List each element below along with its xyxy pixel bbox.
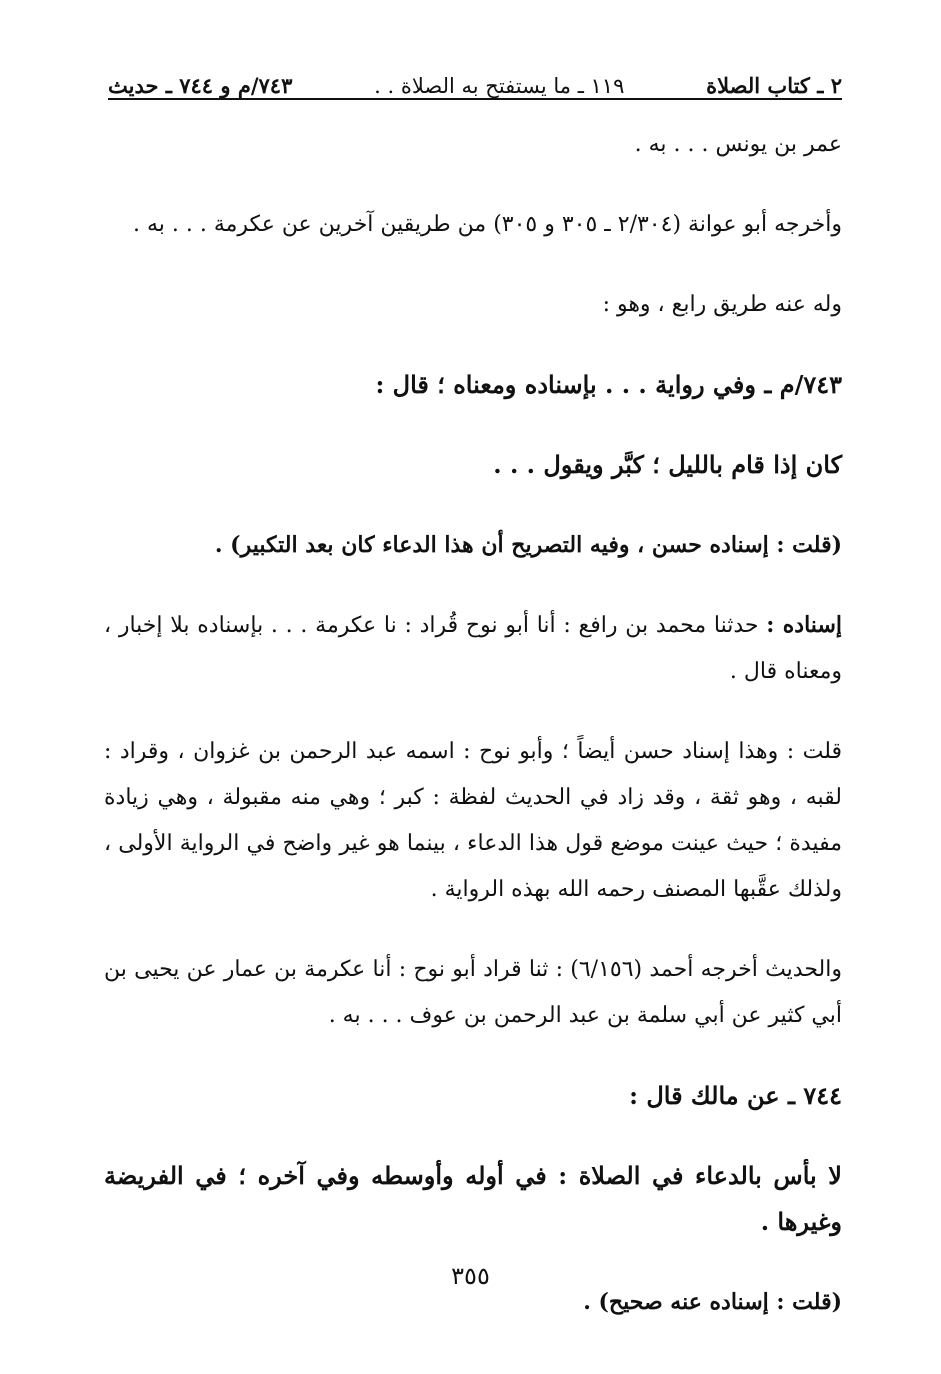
hadith-743m-text: كان إذا قام بالليل ؛ كبَّر ويقول . . . bbox=[493, 450, 842, 479]
header-section: ١١٩ ـ ما يستفتح به الصلاة . . bbox=[374, 74, 625, 98]
page-number: ٣٥٥ bbox=[451, 1262, 490, 1290]
running-header bbox=[108, 56, 842, 100]
paragraph-2: وأخرجه أبو عوانة (٢/٣٠٤ ـ ٣٠٥ و ٣٠٥) من طريقين آخرين عن عكرمة . . . به . bbox=[132, 212, 842, 237]
paragraph-3: وله عنه طريق رابع ، وهو : bbox=[602, 292, 842, 317]
header-hadith-range: ٧٤٣/م و ٧٤٤ ـ حديث bbox=[108, 73, 293, 98]
commentary-paragraph: قلت : وهذا إسناد حسن أيضاً ؛ وأبو نوح : اسمه عبد الرحمن بن غزوان ، وقراد : لقبه ، وهو ثقة ، وقد زاد في الحديث لفظة : كبر ؛ وهي منه مقبولة ، وهي زيادة مفيدة ؛ حيث عينت موضع قول هذا الدعاء ، بينما هو غير واضح في الرواية الأولى ، ولذلك عقَّبها المصنف رحمه الله بهذه الرواية . bbox=[104, 739, 842, 902]
grading-note-2: (قلت : إسناده عنه صحيح) . bbox=[583, 1289, 842, 1315]
isnad-label: إسناده : bbox=[766, 612, 842, 638]
isnad-paragraph bbox=[104, 602, 842, 695]
paragraph-1: عمر بن يونس . . . به . bbox=[634, 132, 842, 157]
hadith-743m-heading: ٧٤٣/م ـ وفي رواية . . . بإسناده ومعناه ؛ قال : bbox=[375, 370, 842, 399]
header-chapter: ٢ ـ كتاب الصلاة bbox=[706, 73, 842, 98]
isnad-text: حدثنا محمد بن رافع : أنا أبو نوح قُراد : نا عكرمة . . . بإسناده بلا إخبار ، ومعناه قال . bbox=[104, 613, 842, 684]
grading-note-1: (قلت : إسناده حسن ، وفيه التصريح أن هذا الدعاء كان بعد التكبير) . bbox=[214, 532, 842, 558]
hadith-744-text: لا بأس بالدعاء في الصلاة : في أوله وأوسطه وفي آخره ؛ في الفريضة وغيرها . bbox=[104, 1161, 842, 1236]
hadith-744-heading: ٧٤٤ ـ عن مالك قال : bbox=[629, 1081, 842, 1110]
takhrij-paragraph: والحديث أخرجه أحمد (٦/١٥٦) : ثنا قراد أبو نوح : أنا عكرمة بن عمار عن يحيى بن أبي كثير عن أبي سلمة بن عبد الرحمن بن عوف . . . به . bbox=[104, 957, 842, 1028]
page-body bbox=[104, 122, 842, 1359]
